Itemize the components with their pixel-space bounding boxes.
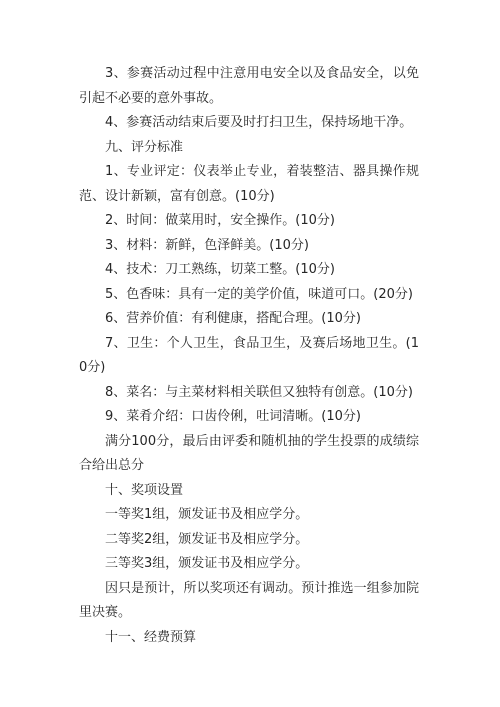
paragraph-safety-note: 3、参赛活动过程中注意用电安全以及食品安全，以免引起不必要的意外事故。 (79, 66, 419, 106)
scoring-item-professional: 1、专业评定：仪表举止专业，着装整洁、器具操作规范、设计新颖，富有创意。(10分) (79, 164, 419, 204)
scoring-item-dish-name: 8、菜名：与主菜材料相关联但又独特有创意。(10分) (105, 384, 413, 400)
document-body (79, 62, 419, 650)
paragraph-award-note: 因只是预计，所以奖项还有调动。预计推选一组参加院里决赛。 (79, 580, 419, 620)
section-heading-scoring: 九、评分标准 (105, 139, 184, 155)
paragraph-cleanup-note: 4、参赛活动结束后要及时打扫卫生，保持场地干净。 (105, 115, 413, 130)
scoring-item-time: 2、时间：做菜用时，安全操作。(10分) (105, 213, 335, 228)
scoring-item-materials: 3、材料：新鲜，色泽鲜美。(10分) (105, 237, 309, 253)
scoring-item-flavor: 5、色香味：具有一定的美学价值，味道可口。(20分) (105, 286, 413, 302)
section-heading-budget: 十一、经费预算 (105, 629, 197, 645)
scoring-item-introduction: 9、菜肴介绍：口齿伶俐，吐词清晰。(10分) (105, 409, 361, 424)
award-second-prize: 二等奖2组，颁发证书及相应学分。 (105, 531, 309, 547)
award-first-prize: 一等奖1组，颁发证书及相应学分。 (105, 507, 309, 522)
scoring-item-technique: 4、技术：刀工熟练，切菜工整。(10分) (105, 262, 335, 277)
scoring-item-hygiene: 7、卫生：个人卫生，食品卫生，及赛后场地卫生。(10分) (79, 335, 419, 375)
award-third-prize: 三等奖3组，颁发证书及相应学分。 (105, 556, 309, 571)
scoring-item-nutrition: 6、营养价值：有利健康，搭配合理。(10分) (105, 311, 361, 326)
paragraph-total-score: 满分100分，最后由评委和随机抽的学生投票的成绩综合给出总分 (79, 433, 419, 473)
section-heading-awards: 十、奖项设置 (105, 482, 184, 498)
